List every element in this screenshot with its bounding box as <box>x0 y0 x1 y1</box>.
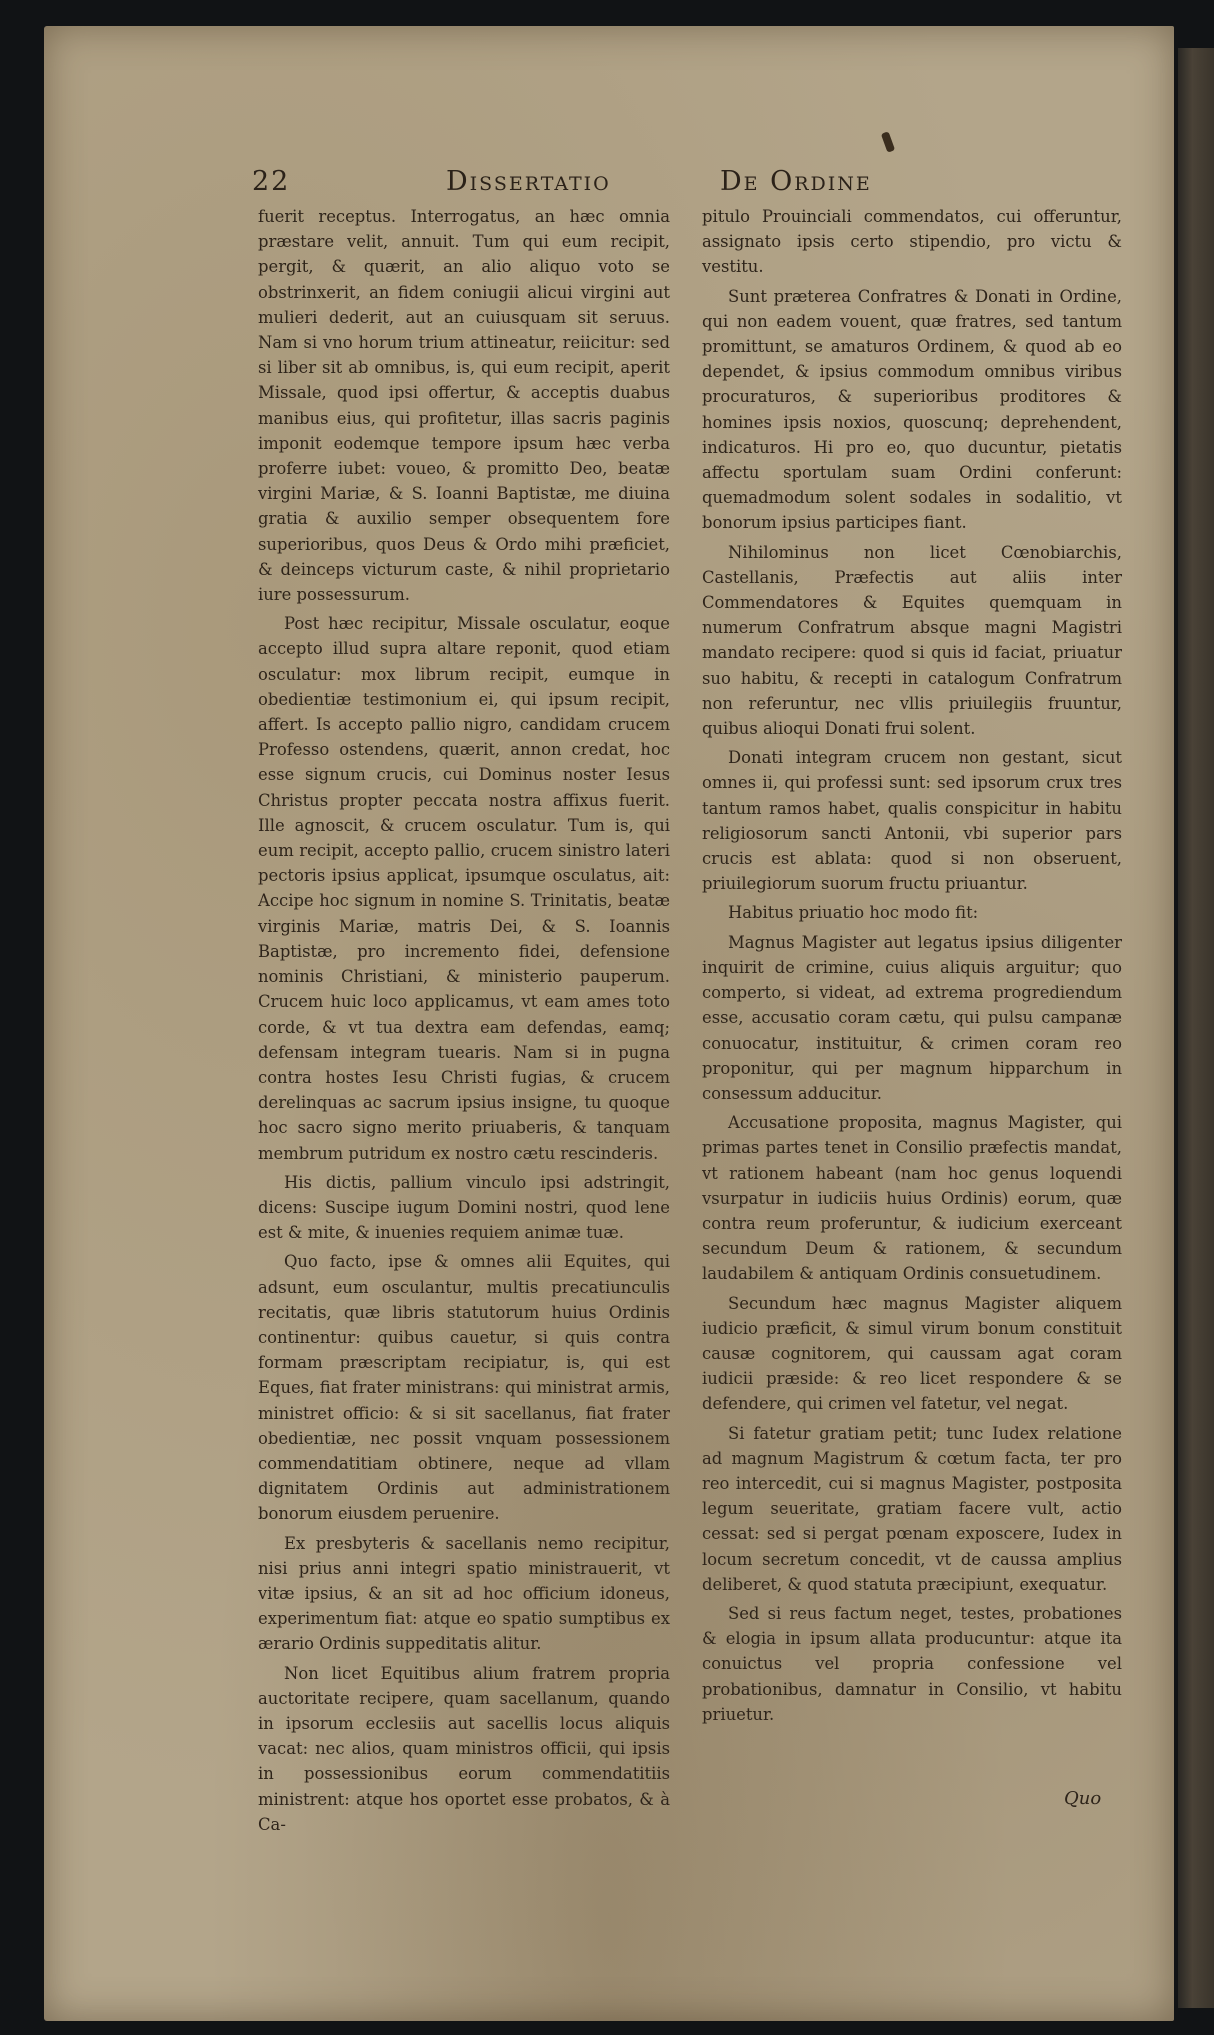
paragraph: Quo facto, ipse & omnes alii Equites, qui adsunt, eum osculantur, multis precatiunculis recitatis, quæ libris statutorum huius Ordinis continentur: quibus cauetur, si quis contra formam præscriptam recipiatur, is, qui est Eques, fiat frater ministrans: qui ministrat armis, ministret officio: & si sit sacellanus, fiat frater obedientiæ, nec possit vnquam possessionem commendatitiam obtinere, neque ad vllam dignitatem Ordinis aut administrationem bonorum eiusdem peruenire. <box>258 1252 670 1524</box>
running-head <box>0 166 1214 200</box>
running-title-right: De Ordine <box>720 166 872 197</box>
left-text-column <box>258 204 670 1837</box>
paragraph: Sed si reus factum neget, testes, probationes & elogia in ipsum allata producuntur: atque ita conuictus vel propria confessione vel probationibus, damnatur in Consilio, vt habitu priuetur. <box>702 1603 1122 1724</box>
paragraph: Secundum hæc magnus Magister aliquem iudicio præficit, & simul virum bonum constituit causæ cognitorem, qui caussam agat coram iudicii præside: & reo licet respondere & se defendere, qui crimen vel fatetur, vel negat. <box>702 1293 1122 1414</box>
paragraph: Non licet Equitibus alium fratrem propria auctoritate recipere, quam sacellanum, quando in ipsorum ecclesiis aut sacellis locus aliquis vacat: nec alios, quam ministros officii, qui ipsis in possessionibus eorum commendatitiis ministrent: atque hos oportet esse probatos, & à Ca- <box>258 1663 670 1834</box>
paragraph: Post hæc recipitur, Missale osculatur, eoque accepto illud supra altare reponit, quod etiam osculatur: mox librum recipit, eumque in obedientiæ testimonium ei, qui ipsum recipit, affert. Is accepto pallio nigro, candidam crucem Professo ostendens, quærit, annon credat, hoc esse signum crucis, cui Dominus noster Iesus Christus propter peccata nostra affixus fuerit. Ille agnoscit, & crucem osculatur. Tum is, qui eum recipit, accepto pallio, crucem sinistro lateri pectoris ipsius applicat, ipsumque osculatus, ait: Accipe hoc signum in nomine S. Trinitatis, beatæ virginis Mariæ, matris Dei, & S. Ioannis Baptistæ, pro incremento fidei, defensione nominis Christiani, & ministerio pauperum. Crucem huic loco applicamus, vt eam ames toto corde, & vt tua dextra eam defendas, eamq; defensam integram tuearis. Nam si in pugna contra hostes Iesu Christi fugias, & crucem derelinquas ac sacrum ipsius insigne, tu quoque hoc sacro signo merito priuaberis, & tanquam membrum putridum ex nostro cætu rescinderis. <box>258 614 670 1163</box>
paragraph: Sunt præterea Confratres & Donati in Ordine, qui non eadem vouent, quæ fratres, sed tantum promittunt, se amaturos Ordinem, & quod ab eo dependet, & ipsius commodum omnibus viribus procuraturos, & superioribus proditores & homines ipsis noxios, quoscunq; deprehendent, indicaturos. Hi pro eo, quo ducuntur, pietatis affectu sportulam suam Ordini conferunt: quemadmodum solent sodales in sodalitio, vt bonorum ipsius participes fiant. <box>702 286 1122 533</box>
page-number: 22 <box>252 166 291 197</box>
paragraph: Ex presbyteris & sacellanis nemo recipitur, nisi prius anni integri spatio ministrauerit, vt vitæ ipsius, & an sit ad hoc officium idoneus, experimentum fiat: atque eo spatio sumptibus ex ærario Ordinis suppeditatis alitur. <box>258 1533 670 1654</box>
adjacent-page-edge <box>1178 48 1214 2008</box>
paragraph: fuerit receptus. Interrogatus, an hæc omnia præstare velit, annuit. Tum qui eum recipit, pergit, & quærit, an alio aliquo voto se obstrinxerit, an fidem coniugii alicui virgini aut mulieri dederit, aut an cuiusquam sit seruus. Nam si vno horum trium attineatur, reiicitur: sed si liber sit ab omnibus, is, qui eum recipit, aperit Missale, quod ipsi offertur, & acceptis duabus manibus eius, qui profitetur, illas sacris paginis imponit eodemque tempore ipsum hæc verba proferre iubet: voueo, & promitto Deo, beatæ virgini Mariæ, & S. Ioanni Baptistæ, me diuina gratia & auxilio semper obsequentem fore superioribus, quos Deus & Ordo mihi præficiet, & deinceps victurum caste, & nihil proprietario iure possessurum. <box>258 207 670 605</box>
catchword: Quo <box>1064 1788 1102 1809</box>
running-title-left: Dissertatio <box>446 166 611 197</box>
paragraph: Accusatione proposita, magnus Magister, qui primas partes tenet in Consilio præfectis mandat, vt rationem habeant (nam hoc genus loquendi vsurpatur in iudiciis huius Ordinis) eorum, quæ contra reum proferuntur, & iudicium exerceant secundum Deum & rationem, & secundum laudabilem & antiquam Ordinis consuetudinem. <box>702 1113 1122 1284</box>
paragraph: Magnus Magister aut legatus ipsius diligenter inquirit de crimine, cuius aliquis arguitur; quo comperto, si videat, ad extrema progrediendum esse, accusatio coram cætu, qui pulsu campanæ conuocatur, instituitur, & crimen coram reo proponitur, qui per magnum hipparchum in consessum adducitur. <box>702 932 1122 1103</box>
right-text-column <box>702 204 1122 1727</box>
paragraph: Nihilominus non licet Cœnobiarchis, Castellanis, Præfectis aut aliis inter Commendatores & Equites quemquam in numerum Confratrum absque magni Magistri mandato recipere: quod si quis id faciat, priuatur suo habitu, & recepti in catalogum Confratrum non referuntur, nec vllis priuilegiis fruuntur, quibus alioqui Donati frui solent. <box>702 542 1122 739</box>
paragraph: Habitus priuatio hoc modo fit: <box>728 903 979 923</box>
paragraph: Donati integram crucem non gestant, sicut omnes ii, qui professi sunt: sed ipsorum crux tres tantum ramos habet, qualis conspicitur in habitu religiosorum sancti Antonii, vbi superior pars crucis est ablata: quod si non obseruent, priuilegiorum suorum fructu priuantur. <box>702 748 1122 894</box>
paragraph: Si fatetur gratiam petit; tunc Iudex relatione ad magnum Magistrum & cœtum facta, ter pro reo intercedit, cui si magnus Magister, postposita legum seueritate, gratiam facere vult, actio cessat: sed si pergat pœnam exposcere, Iudex in locum secretum concedit, vt de caussa amplius deliberet, & quod statuta præcipiunt, exequatur. <box>702 1423 1122 1594</box>
paragraph: pitulo Prouinciali commendatos, cui offeruntur, assignato ipsis certo stipendio, pro victu & vestitu. <box>702 207 1122 277</box>
paragraph: His dictis, pallium vinculo ipsi adstringit, dicens: Suscipe iugum Domini nostri, quod lene est & mite, & inuenies requiem animæ tuæ. <box>258 1172 670 1243</box>
